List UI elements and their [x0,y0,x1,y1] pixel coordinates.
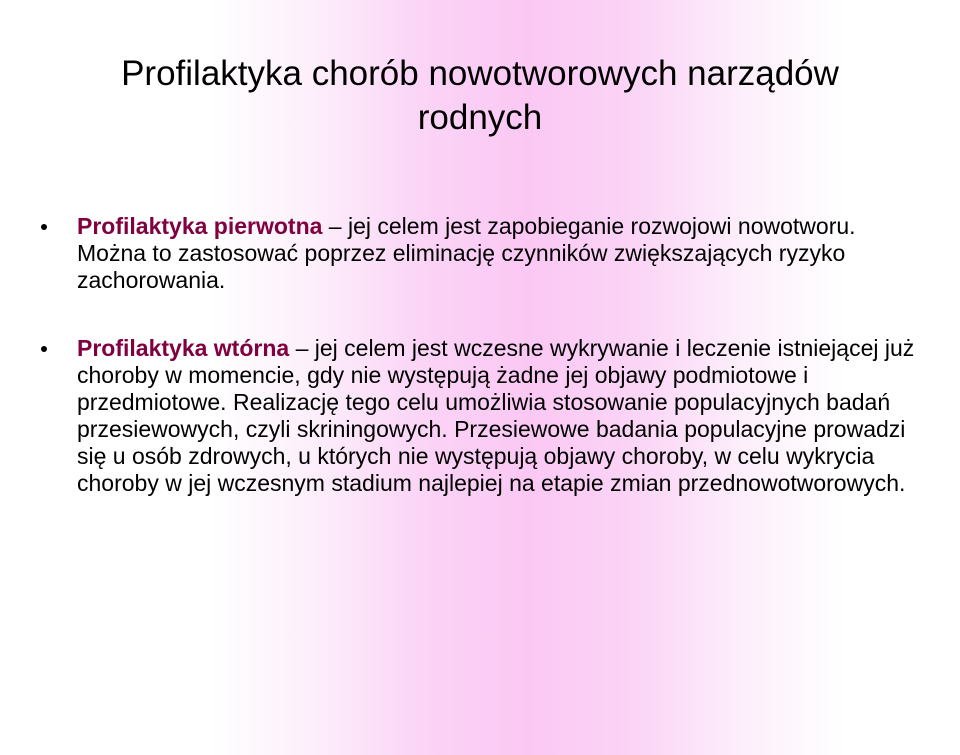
bullet-body: – jej celem jest zapobieganie rozwojowi nowotworu. Można to zastosować poprzez eliminację czynników zwiększających ryzyko zachorowania. [77,213,856,293]
bullet-text [77,213,877,294]
bullet-text [77,335,922,497]
bullet-dot-icon [41,224,47,230]
bullet-term: Profilaktyka wtórna [77,335,290,361]
bullet-body: – jej celem jest wczesne wykrywanie i leczenie istniejącej już choroby w momencie, gdy nie występują żadne jej objawy podmiotowe i przedmiotowe. Realizację tego celu umożliwia stosowanie populacyjnych badań przesiewowych, czyli skriningowych. Przesiewowe badania populacyjne prowadzi się u osób zdrowych, u których nie występują objawy choroby, w celu wykrycia choroby w jej wczesnym stadium najlepiej na etapie zmian przednowotworowych. [77,335,915,496]
bullet-dot-icon [41,346,47,352]
bullet-term: Profilaktyka pierwotna [77,213,323,239]
slide-title: Profilaktyka chorób nowotworowych narządów rodnych [121,54,839,137]
